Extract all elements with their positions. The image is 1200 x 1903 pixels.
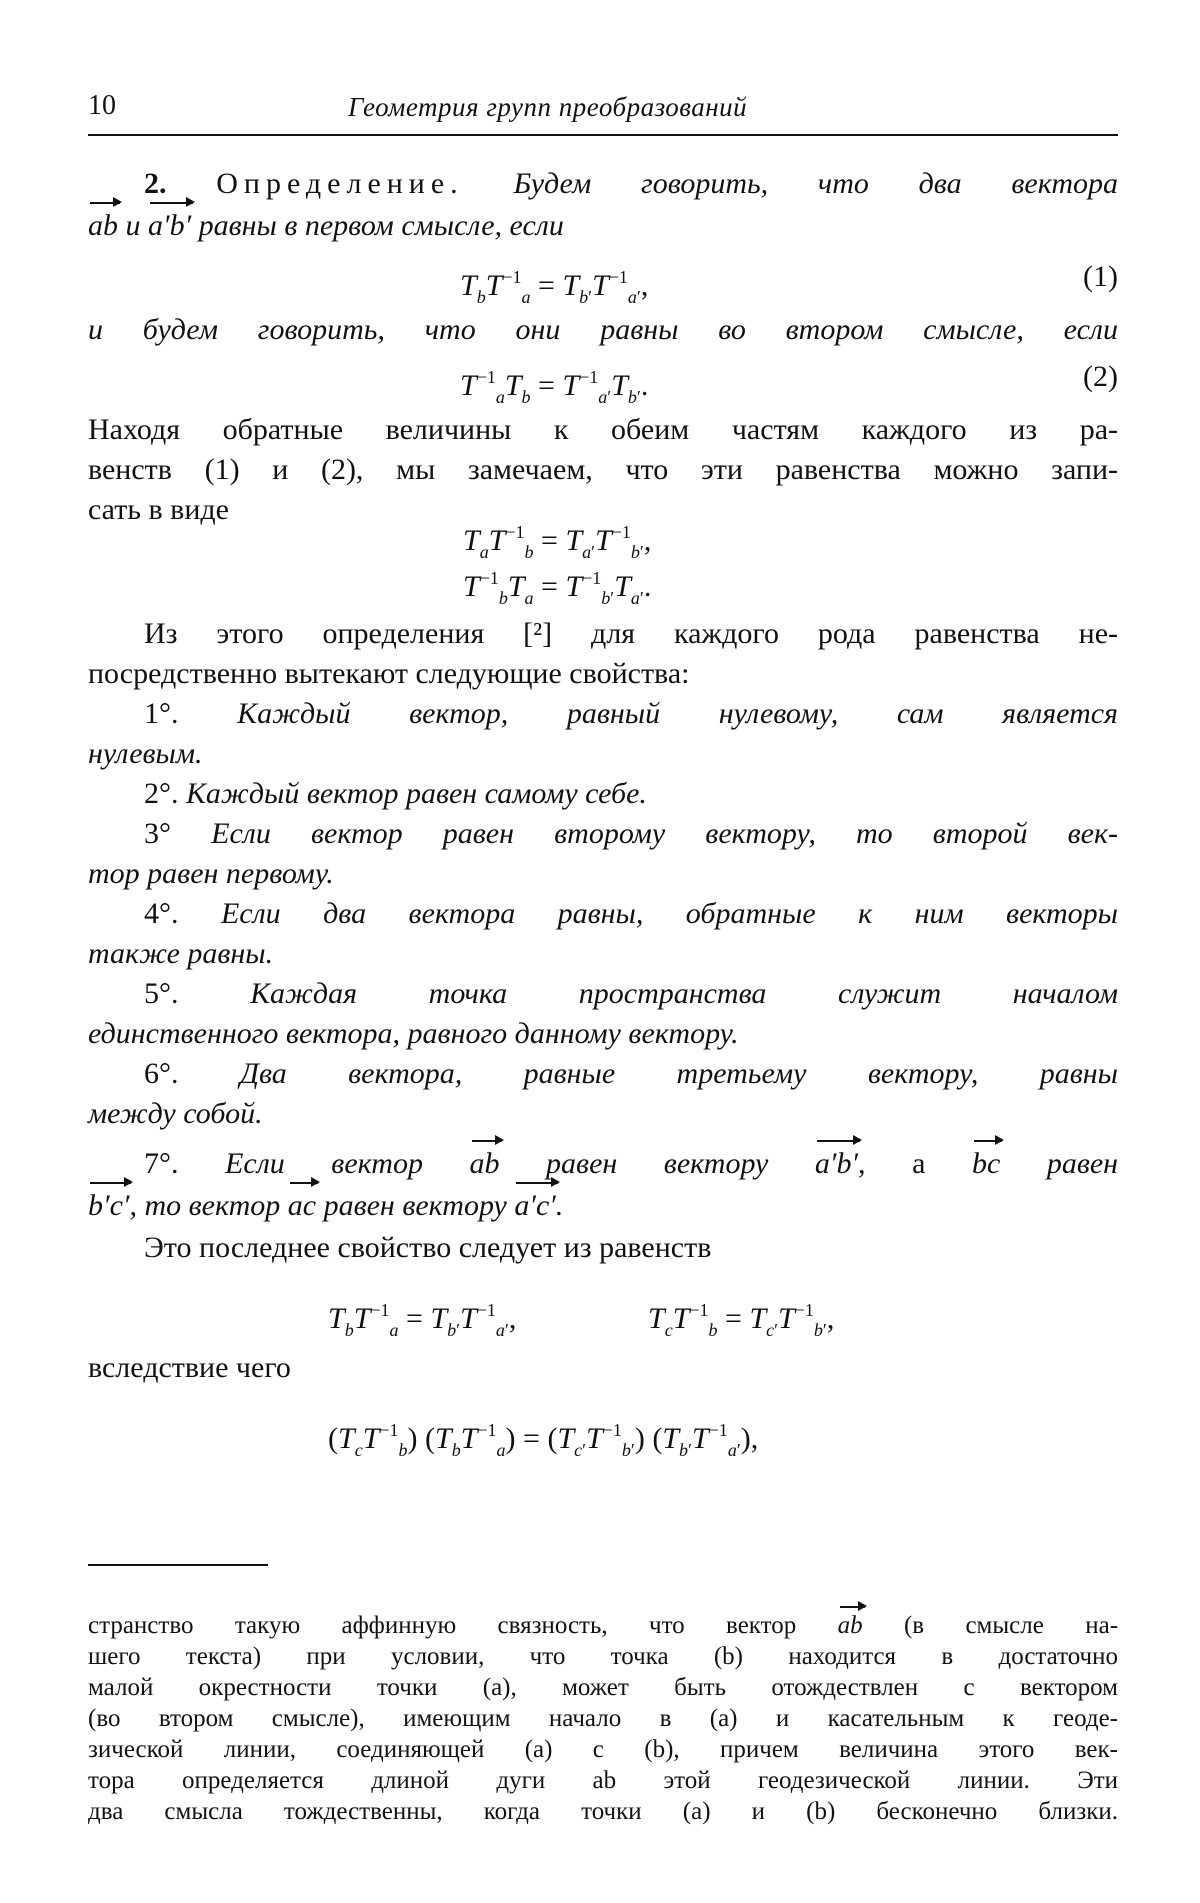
footnote-line-4: (во втором смысле), имеющим начало в (a) и касательным к геоде- <box>88 1705 1118 1732</box>
property-3-line-2: тор равен первому. <box>88 857 334 890</box>
equation-1-label: (1) <box>1083 260 1118 293</box>
definition-text-1: Будем говорить, что два вектора <box>513 167 1118 200</box>
footnote-line-3: малой окрестности точки (a), может быть отождествлен с вектором <box>88 1674 1118 1701</box>
property-7-line-1 <box>144 1144 1118 1184</box>
property-1-line-1 <box>144 694 1118 734</box>
property-7-text-g: . <box>555 1189 564 1222</box>
property-4-text: Если два вектора равны, обратные к ним векторы <box>220 897 1118 930</box>
conj-and: и <box>125 209 141 242</box>
equation-3: $T_aT^{-1}_b = T_{a'}T^{-1}_{b'}$, <box>463 522 652 562</box>
property-7-text-a: Если вектор <box>225 1147 423 1180</box>
equation-4: $T^{-1}_bT_a = T^{-1}_{b'}T_{a'}$. <box>463 568 652 608</box>
equation-2: $T^{-1}_aT_b = T^{-1}_{a'}T_{b'}$. <box>460 367 649 407</box>
property-6-number: 6°. <box>144 1057 179 1090</box>
section-number: 2. <box>144 167 167 200</box>
definition-line-2 <box>88 206 1118 246</box>
equation-1: $T_bT^{-1}_a = T_{b'}T^{-1}_{a'}$, <box>460 267 649 307</box>
vector-a1c1: a′c′ <box>514 1186 555 1226</box>
property-1-line-2: нулевым. <box>88 737 203 770</box>
equation-2-label: (2) <box>1083 360 1118 393</box>
footnote-line-2: шего текста) при условии, что точка (b) находится в достаточно <box>88 1643 1118 1670</box>
paragraph-1-line-1: Находя обратные величины к обеим частям каждого из ра- <box>88 413 1118 446</box>
property-4-line-1 <box>144 894 1118 934</box>
property-4-number: 4°. <box>144 897 179 930</box>
footnote-text-1b: (в смысле на- <box>903 1612 1119 1639</box>
running-title: Геометрия групп преобразований <box>348 92 748 122</box>
closing-line-2: вследствие чего <box>88 1351 291 1384</box>
definition-line-1 <box>144 164 1118 204</box>
paragraph-1-line-3: сать в виде <box>88 493 229 526</box>
page-number: 10 <box>88 90 116 121</box>
property-4-line-2: также равны. <box>88 937 274 970</box>
vector-ac: ac <box>288 1186 316 1226</box>
footnote-line-7: два смысла тождественны, когда точки (a) и (b) бесконечно близки. <box>88 1798 1118 1825</box>
property-7-number: 7°. <box>144 1147 179 1180</box>
property-7-text-e: , то вектор <box>129 1189 281 1222</box>
vector-a1b1: a′b′ <box>815 1144 858 1184</box>
vector-b1c1: b′c′ <box>88 1186 129 1226</box>
definition-term: Определение. <box>216 167 464 200</box>
property-1-number: 1°. <box>144 697 179 730</box>
property-3-number: 3° <box>144 817 171 850</box>
definition-text-2: равны в первом смысле, если <box>198 209 564 242</box>
property-7-text-d: равен <box>1046 1147 1119 1180</box>
property-5-line-2: единственного вектора, равного данному вектору. <box>88 1017 739 1050</box>
property-2-text: Каждый вектор равен самому себе. <box>186 777 647 810</box>
closing-line-1: Это последнее свойство следует из равенств <box>144 1231 712 1264</box>
footnote-line-5: зической линии, соединяющей (a) с (b), причем величина этого век- <box>88 1736 1118 1763</box>
vector-a1b1: a′b′ <box>148 206 191 246</box>
property-3-text: Если вектор равен второму вектору, то второй век- <box>211 817 1118 850</box>
property-5-line-1 <box>144 974 1118 1014</box>
property-6-line-2: между собой. <box>88 1097 263 1130</box>
footnote-rule <box>88 1564 268 1566</box>
paragraph-2-line-1: Из этого определения [²] для каждого рода равенства не- <box>144 617 1118 650</box>
equation-6: $T_cT^{-1}_b = T_{c'}T^{-1}_{b'}$, <box>648 1300 835 1340</box>
footnote-line-1 <box>88 1610 1118 1641</box>
property-7-line-2 <box>88 1186 1118 1226</box>
property-5-number: 5°. <box>144 977 179 1010</box>
property-2 <box>144 774 1118 814</box>
definition-line-3: и будем говорить, что они равны во втором смысле, если <box>88 313 1118 346</box>
paragraph-2-line-2: посредственно вытекают следующие свойства: <box>88 657 690 690</box>
vector-ab: ab <box>88 206 118 246</box>
property-5-text: Каждая точка пространства служит началом <box>250 977 1119 1010</box>
property-1-text: Каждый вектор, равный нулевому, сам является <box>237 697 1118 730</box>
property-6-text: Два вектора, равные третьему вектору, равны <box>239 1057 1119 1090</box>
property-7-text-f: равен вектору <box>323 1189 507 1222</box>
running-header <box>88 84 1118 136</box>
property-3-line-1 <box>144 814 1118 854</box>
vector-ab: ab <box>470 1144 500 1184</box>
property-6-line-1 <box>144 1054 1118 1094</box>
property-2-number: 2°. <box>144 777 179 810</box>
book-page <box>88 64 1118 1864</box>
vector-ab: ab <box>837 1612 863 1639</box>
vector-bc: bc <box>972 1144 1000 1184</box>
property-7-text-b: равен вектору <box>546 1147 769 1180</box>
equation-5: $T_bT^{-1}_a = T_{b'}T^{-1}_{a'}$, <box>328 1300 517 1340</box>
footnote-text-1a: странство такую аффинную связность, что вектор <box>88 1612 797 1639</box>
equation-7: $(T_cT^{-1}_b) (T_bT^{-1}_a) = (T_{c'}T^{-1}_{b'})$ $(T_{b'}T^{-1}_{a'})$, <box>328 1420 759 1460</box>
footnote-line-6: тора определяется длиной дуги ab этой геодезической линии. Эти <box>88 1767 1118 1794</box>
paragraph-1-line-2: венств (1) и (2), мы замечаем, что эти равенства можно запи- <box>88 453 1118 486</box>
property-7-text-c: , а <box>858 1147 926 1180</box>
